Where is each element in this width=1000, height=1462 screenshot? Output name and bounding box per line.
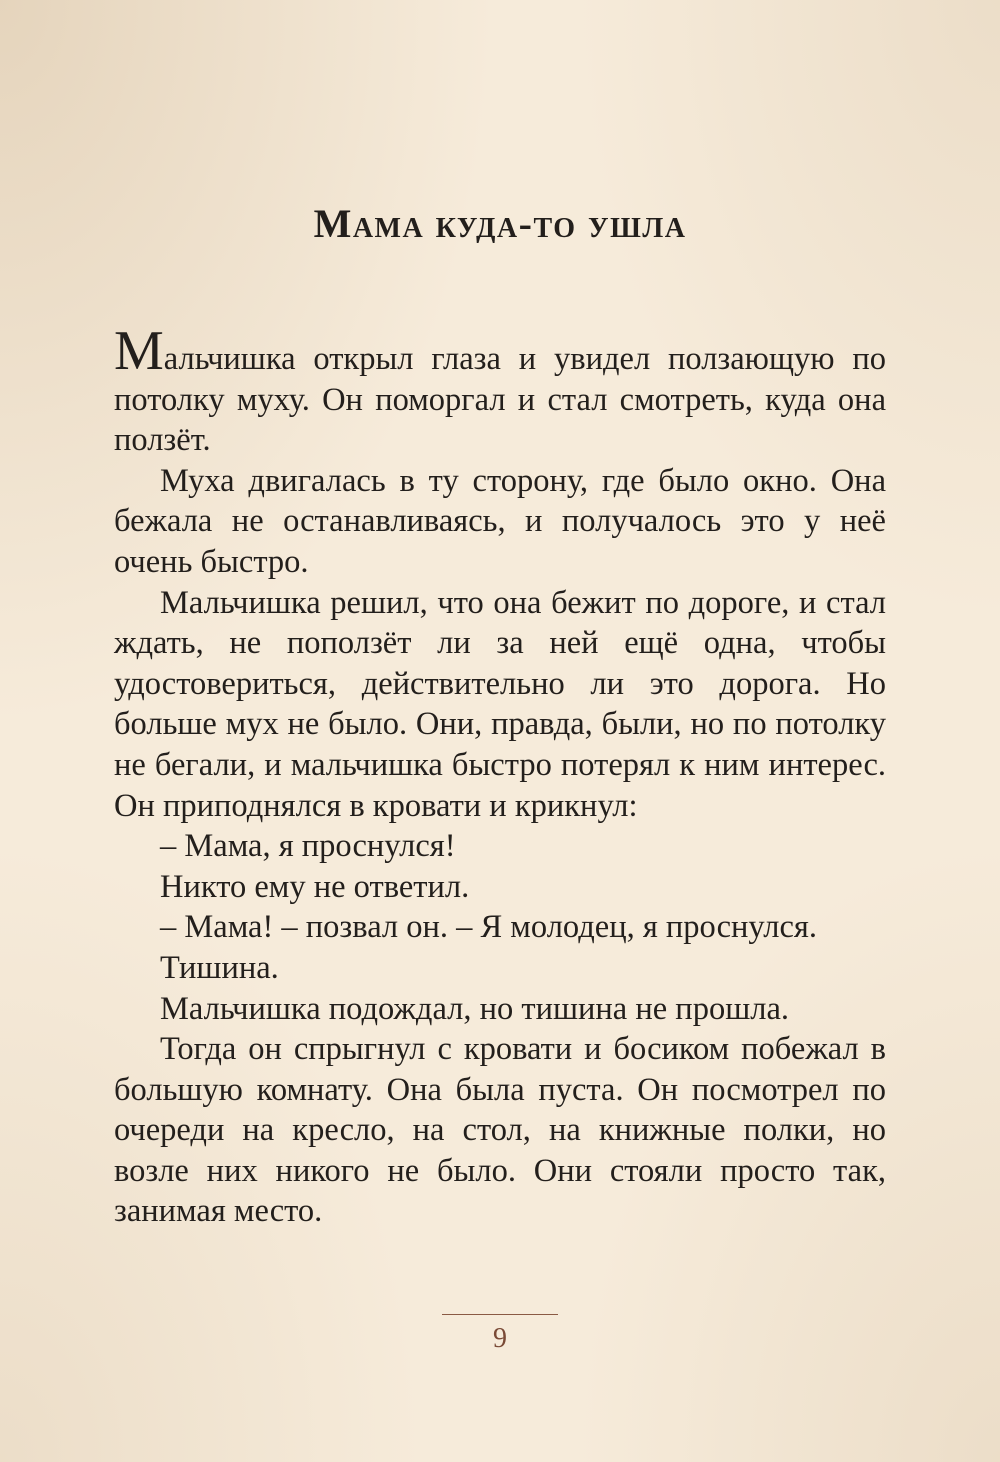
paragraph-6: – Мама! – позвал он. – Я молодец, я проснулся. [160,909,817,946]
page-number: 9 [493,1323,507,1354]
chapter-title: Мама куда-то ушла [313,201,687,246]
paragraph-1 [114,320,886,461]
drop-cap-initial: М [114,320,164,382]
paragraph-8: Мальчишка подождал, но тишина не прошла. [160,990,789,1027]
paragraph-5: Никто ему не ответил. [160,868,470,905]
paragraph-9: Тогда он спрыгнул с кровати и босиком побежал в большую комнату. Она была пуста. Он посмотрел по очереди на кресло, на стол, на книжные полки, но возле них никого не было. Они стояли просто так, занимая место. [114,1031,886,1230]
footer-divider [442,1314,558,1315]
chapter-text [114,320,886,1232]
paragraph-7: Тишина. [160,949,279,986]
paragraph-4: – Мама, я проснулся! [160,828,456,865]
paragraph-3: Мальчишка решил, что она бежит по дороге, и стал ждать, не поползёт ли за ней ещё одна, чтобы удостовериться, действительно ли это дорога. Но больше мух не было. Они, правда, были, но по потолку не бегали, и мальчишка быстро потерял к ним интерес. Он приподнялся в кровати и крикнул: [114,584,886,824]
paragraph-1-text: альчишка открыл глаза и увидел ползающую по потолку муху. Он поморгал и стал смотреть, куда она ползёт. [114,341,886,459]
paragraph-2: Муха двигалась в ту сторону, где было окно. Она бежала не останавливаясь, и получалось это у неё очень быстро. [114,462,886,580]
